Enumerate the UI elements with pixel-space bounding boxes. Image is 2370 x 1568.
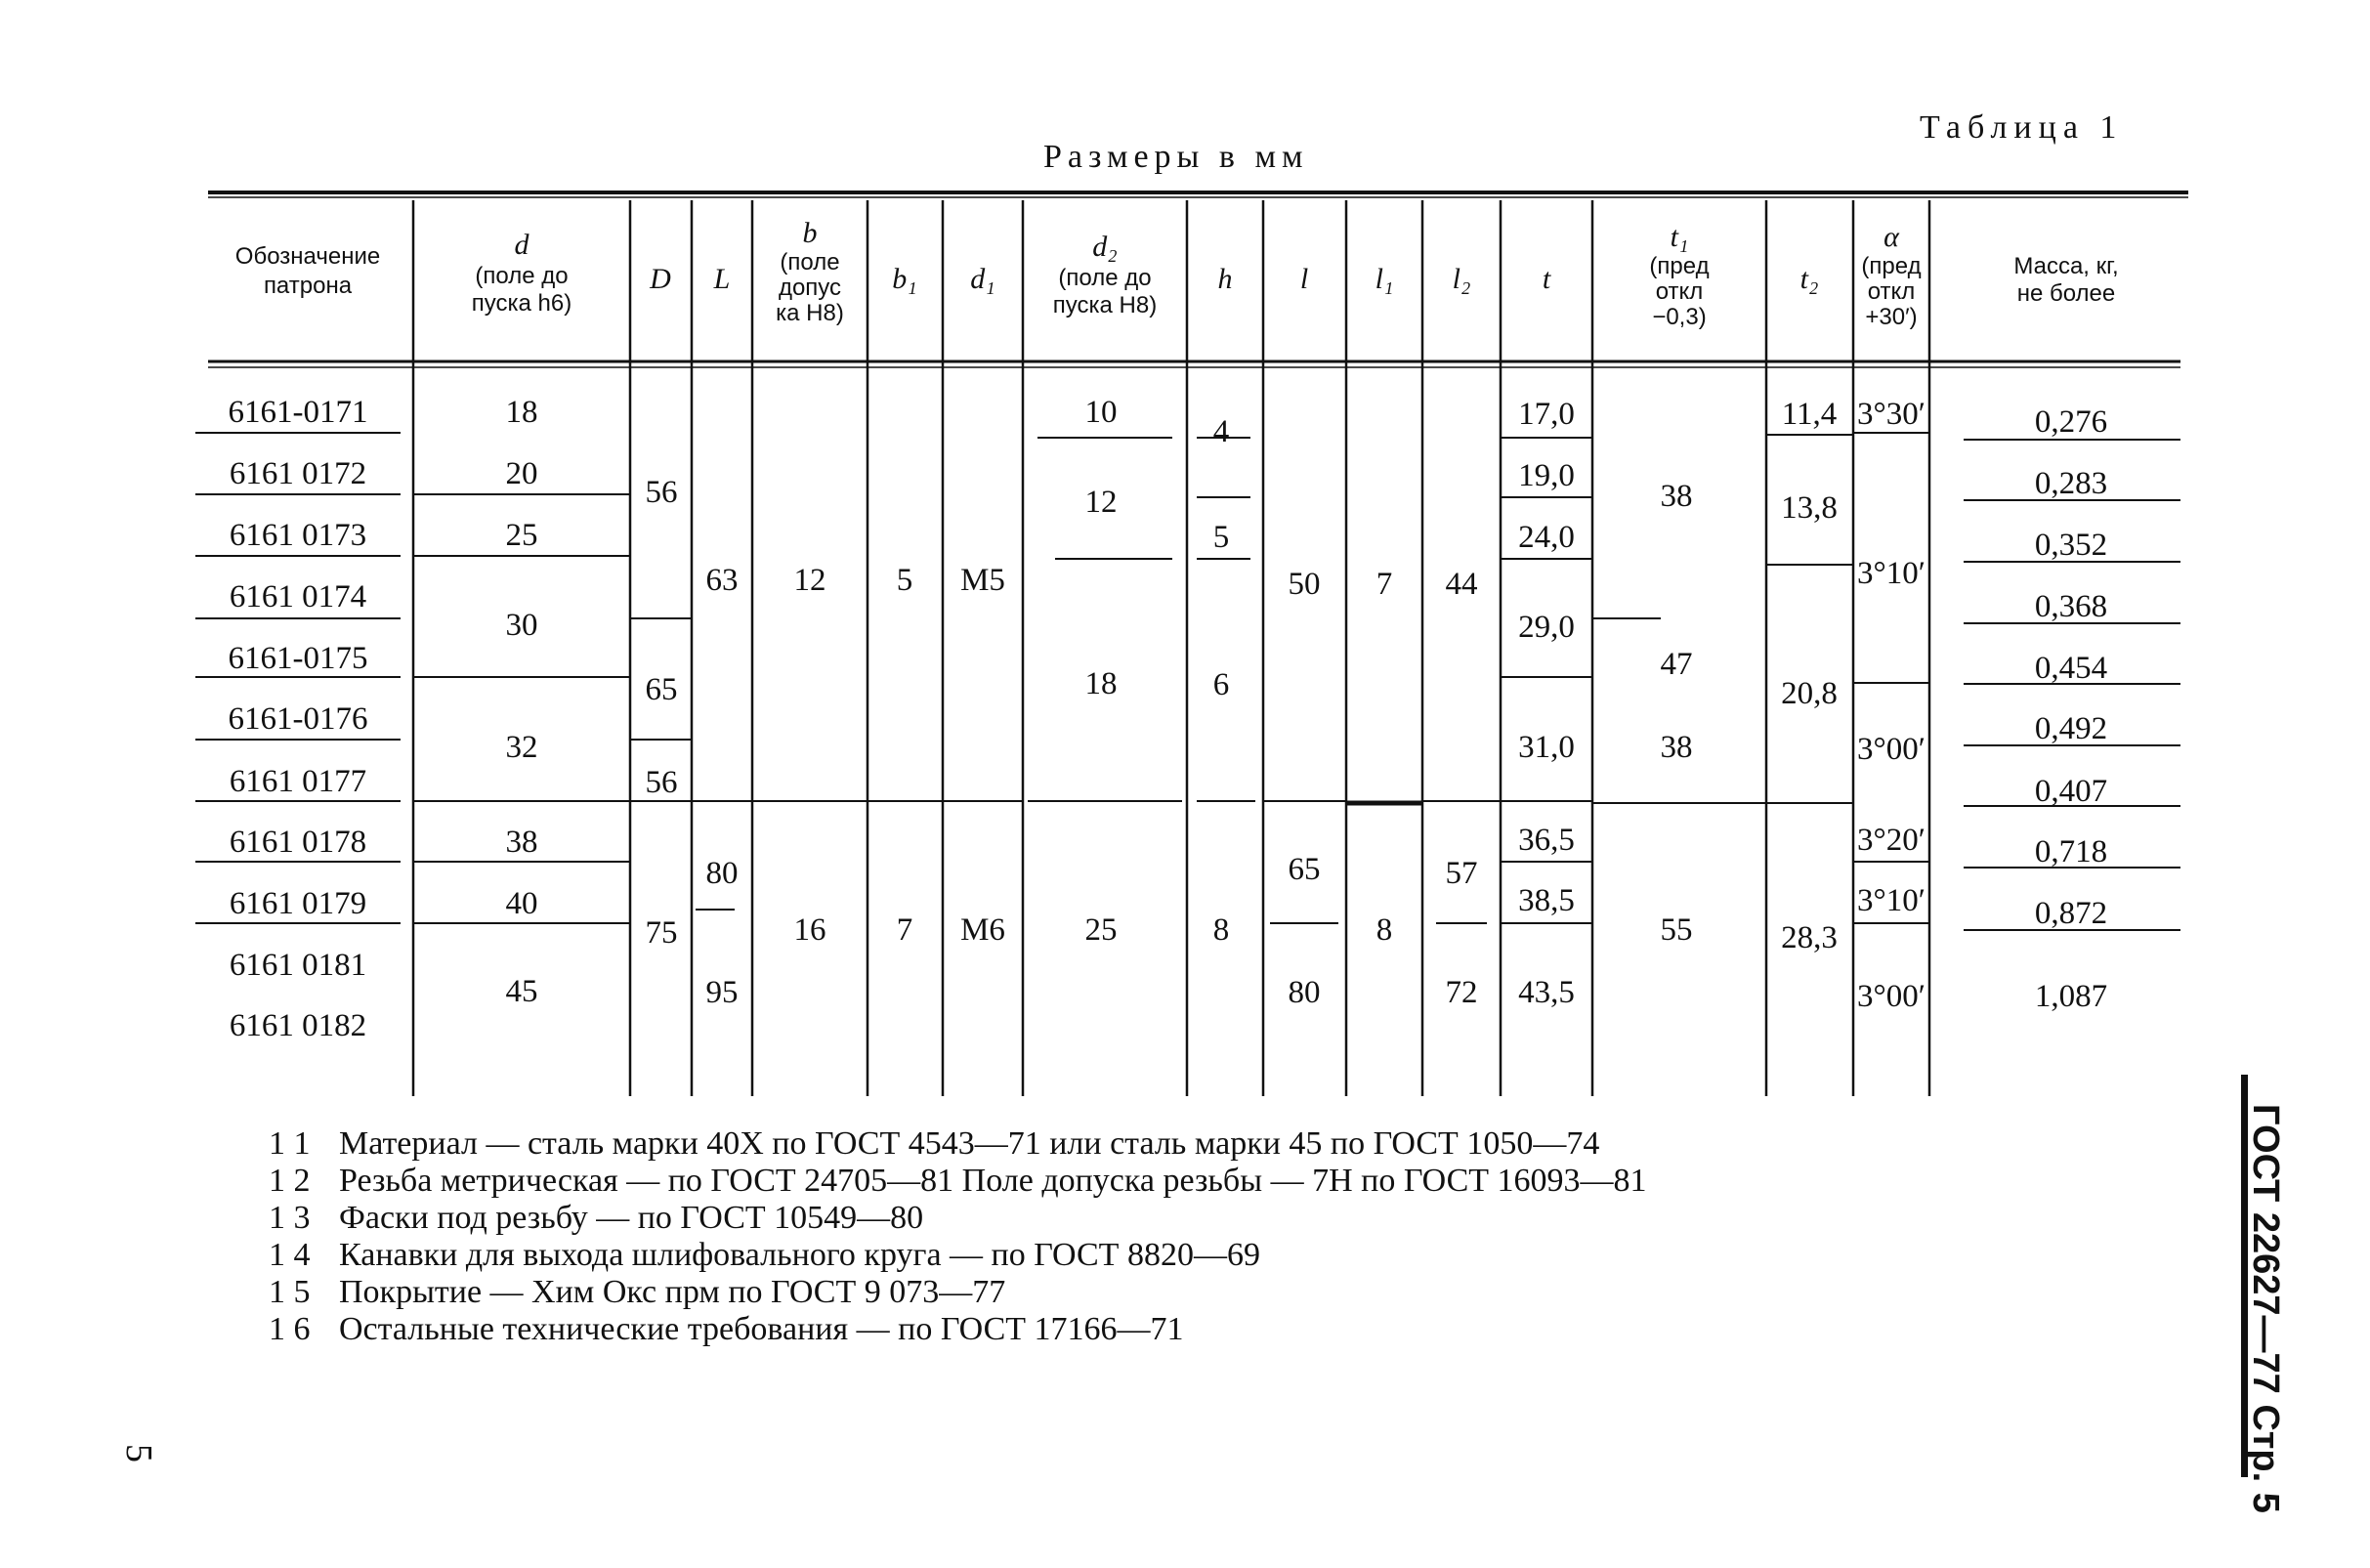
b1-cell: 7 — [896, 912, 913, 948]
note-3 — [269, 1200, 1647, 1237]
mass-cell: 0,718 — [2034, 834, 2108, 869]
d-cell: 45 — [505, 974, 538, 1009]
note-number: 1 5 — [269, 1274, 311, 1310]
designation-cell: 6161 0177 — [229, 764, 367, 799]
t1-cell: 55 — [1660, 912, 1693, 948]
note-number: 1 4 — [269, 1237, 311, 1273]
header-d1: d₁ — [970, 263, 995, 295]
note-2 — [269, 1163, 1647, 1200]
t-cell: 43,5 — [1518, 975, 1575, 1010]
d-cell: 38 — [505, 825, 538, 860]
d-cell: 32 — [505, 730, 538, 765]
t2-cell: 13,8 — [1781, 490, 1838, 526]
designation-cell: 6161 0172 — [229, 456, 367, 491]
designation-cell: 6161 0182 — [229, 1008, 367, 1043]
header-b-note: допус — [778, 275, 842, 301]
header-designation: патрона — [263, 273, 353, 299]
alpha-cell: 3°10′ — [1857, 556, 1926, 591]
header-d: d — [514, 229, 529, 261]
mass-cell: 1,087 — [2034, 979, 2108, 1014]
header-alpha-note: (пред — [1861, 253, 1922, 279]
header-d2-note: (поле до — [1058, 265, 1152, 291]
t-cell: 24,0 — [1518, 520, 1575, 555]
header-t: t — [1542, 263, 1551, 295]
header-D: D — [650, 263, 671, 295]
note-number: 1 3 — [269, 1200, 311, 1236]
l2-cell: 57 — [1445, 856, 1478, 891]
l-cell: 65 — [1288, 852, 1321, 887]
t1-cell: 38 — [1660, 730, 1693, 765]
t-cell: 38,5 — [1518, 883, 1575, 918]
t2-cell: 11,4 — [1781, 397, 1838, 432]
h-cell: 4 — [1212, 414, 1230, 449]
h-cell: 6 — [1212, 667, 1230, 702]
designation-cell: 6161 0174 — [229, 579, 367, 614]
D-cell: 56 — [645, 765, 678, 800]
designation-cell: 6161 0178 — [229, 825, 367, 860]
l2-cell: 72 — [1445, 975, 1478, 1010]
designation-cell: 6161-0175 — [228, 641, 368, 676]
header-mass: Масса, кг, — [2013, 253, 2119, 279]
mass-cell: 0,492 — [2034, 711, 2108, 746]
t2-cell: 28,3 — [1781, 920, 1838, 955]
note-text: Покрытие — Хим Окс прм по ГОСТ 9 073—77 — [339, 1274, 1006, 1310]
header-l1: l₁ — [1375, 263, 1394, 295]
page-number: 5 — [118, 1444, 159, 1462]
header-h: h — [1217, 263, 1233, 295]
t-cell: 36,5 — [1518, 823, 1575, 858]
note-number: 1 1 — [269, 1125, 311, 1162]
header-l: l — [1299, 263, 1309, 295]
note-number: 1 2 — [269, 1163, 311, 1199]
d1-cell: М5 — [960, 563, 1005, 598]
header-L: L — [713, 263, 731, 295]
header-t1-note: (пред — [1649, 253, 1710, 279]
note-text: Остальные технические требования — по ГОСТ 17166—71 — [339, 1311, 1184, 1347]
sizes-caption: Размеры в мм — [1043, 139, 1309, 175]
d1-cell: М6 — [960, 912, 1005, 948]
d-cell: 30 — [505, 608, 538, 643]
designation-cell: 6161-0171 — [228, 395, 368, 430]
header-alpha-note: откл — [1867, 278, 1916, 305]
t1-cell: 38 — [1660, 479, 1693, 514]
D-cell: 65 — [645, 672, 678, 707]
b-cell: 12 — [793, 563, 826, 598]
note-5 — [269, 1274, 1647, 1311]
L-cell: 95 — [705, 975, 739, 1010]
header-mass: не более — [2016, 280, 2116, 307]
t2-cell: 20,8 — [1781, 676, 1838, 711]
D-cell: 75 — [645, 915, 678, 951]
h-cell: 5 — [1212, 520, 1230, 555]
D-cell: 56 — [645, 475, 678, 510]
alpha-cell: 3°00′ — [1857, 732, 1926, 767]
side-header: ГОСТ 22627—77 Стр. 5 — [2245, 1104, 2286, 1513]
header-d-note: пуска h6) — [471, 290, 572, 317]
L-cell: 80 — [705, 856, 739, 891]
note-1 — [269, 1125, 1647, 1163]
header-b: b — [802, 217, 818, 249]
h-cell: 8 — [1212, 912, 1230, 948]
note-text: Материал — сталь марки 40Х по ГОСТ 4543—71 или сталь марки 45 по ГОСТ 1050—74 — [339, 1125, 1600, 1162]
note-number: 1 6 — [269, 1311, 311, 1347]
mass-cell: 0,407 — [2034, 774, 2108, 809]
technical-notes — [269, 1125, 1647, 1348]
note-text: Фаски под резьбу — по ГОСТ 10549—80 — [339, 1200, 924, 1236]
d2-cell: 10 — [1084, 395, 1118, 430]
header-d2: d₂ — [1092, 231, 1118, 263]
header-designation: Обозначение — [234, 243, 381, 270]
mass-cell: 0,276 — [2034, 404, 2108, 440]
note-text: Резьба метрическая — по ГОСТ 24705—81 Поле допуска резьбы — 7Н по ГОСТ 16093—81 — [339, 1163, 1647, 1199]
header-t1-note: −0,3) — [1652, 304, 1707, 330]
d2-cell: 25 — [1084, 912, 1118, 948]
header-b-note: (поле — [780, 249, 840, 275]
table-label: Таблица 1 — [1920, 109, 2124, 146]
note-text: Канавки для выхода шлифовального круга — по ГОСТ 8820—69 — [339, 1237, 1260, 1273]
t1-cell: 47 — [1660, 647, 1693, 682]
L-cell: 63 — [705, 563, 739, 598]
t-cell: 31,0 — [1518, 730, 1575, 765]
header-d2-note: пуска H8) — [1052, 292, 1158, 318]
l-cell: 50 — [1288, 567, 1321, 602]
d2-cell: 12 — [1084, 485, 1118, 520]
l1-cell: 7 — [1375, 567, 1393, 602]
mass-cell: 0,454 — [2034, 651, 2108, 686]
header-l2: l₂ — [1452, 263, 1471, 295]
alpha-cell: 3°30′ — [1857, 397, 1926, 432]
mass-cell: 0,283 — [2034, 466, 2108, 501]
l-cell: 80 — [1288, 975, 1321, 1010]
header-alpha: α — [1883, 221, 1899, 253]
b-cell: 16 — [793, 912, 826, 948]
designation-cell: 6161 0173 — [229, 518, 367, 553]
d-cell: 18 — [505, 395, 538, 430]
note-6 — [269, 1311, 1647, 1348]
l2-cell: 44 — [1445, 567, 1478, 602]
header-b-note: ка H8) — [776, 300, 844, 326]
note-4 — [269, 1237, 1647, 1274]
mass-cell: 0,368 — [2034, 589, 2108, 624]
header-t1-note: откл — [1655, 278, 1704, 305]
header-t1: t₁ — [1670, 221, 1689, 253]
alpha-cell: 3°00′ — [1857, 979, 1926, 1014]
d-cell: 20 — [505, 456, 538, 491]
b1-cell: 5 — [896, 563, 913, 598]
mass-cell: 0,352 — [2034, 528, 2108, 563]
l1-cell: 8 — [1375, 912, 1393, 948]
header-d-note: (поле до — [475, 263, 569, 289]
d-cell: 25 — [505, 518, 538, 553]
header-t2: t₂ — [1799, 263, 1819, 295]
t-cell: 29,0 — [1518, 610, 1575, 645]
alpha-cell: 3°20′ — [1857, 823, 1926, 858]
t-cell: 17,0 — [1518, 397, 1575, 432]
t-cell: 19,0 — [1518, 458, 1575, 493]
designation-cell: 6161-0176 — [228, 701, 368, 737]
d2-cell: 18 — [1084, 666, 1118, 701]
designation-cell: 6161 0179 — [229, 886, 367, 921]
designation-cell: 6161 0181 — [229, 948, 367, 983]
header-alpha-note: +30′) — [1865, 304, 1918, 330]
header-b1: b₁ — [892, 263, 917, 295]
d-cell: 40 — [505, 886, 538, 921]
mass-cell: 0,872 — [2034, 896, 2108, 931]
alpha-cell: 3°10′ — [1857, 883, 1926, 918]
